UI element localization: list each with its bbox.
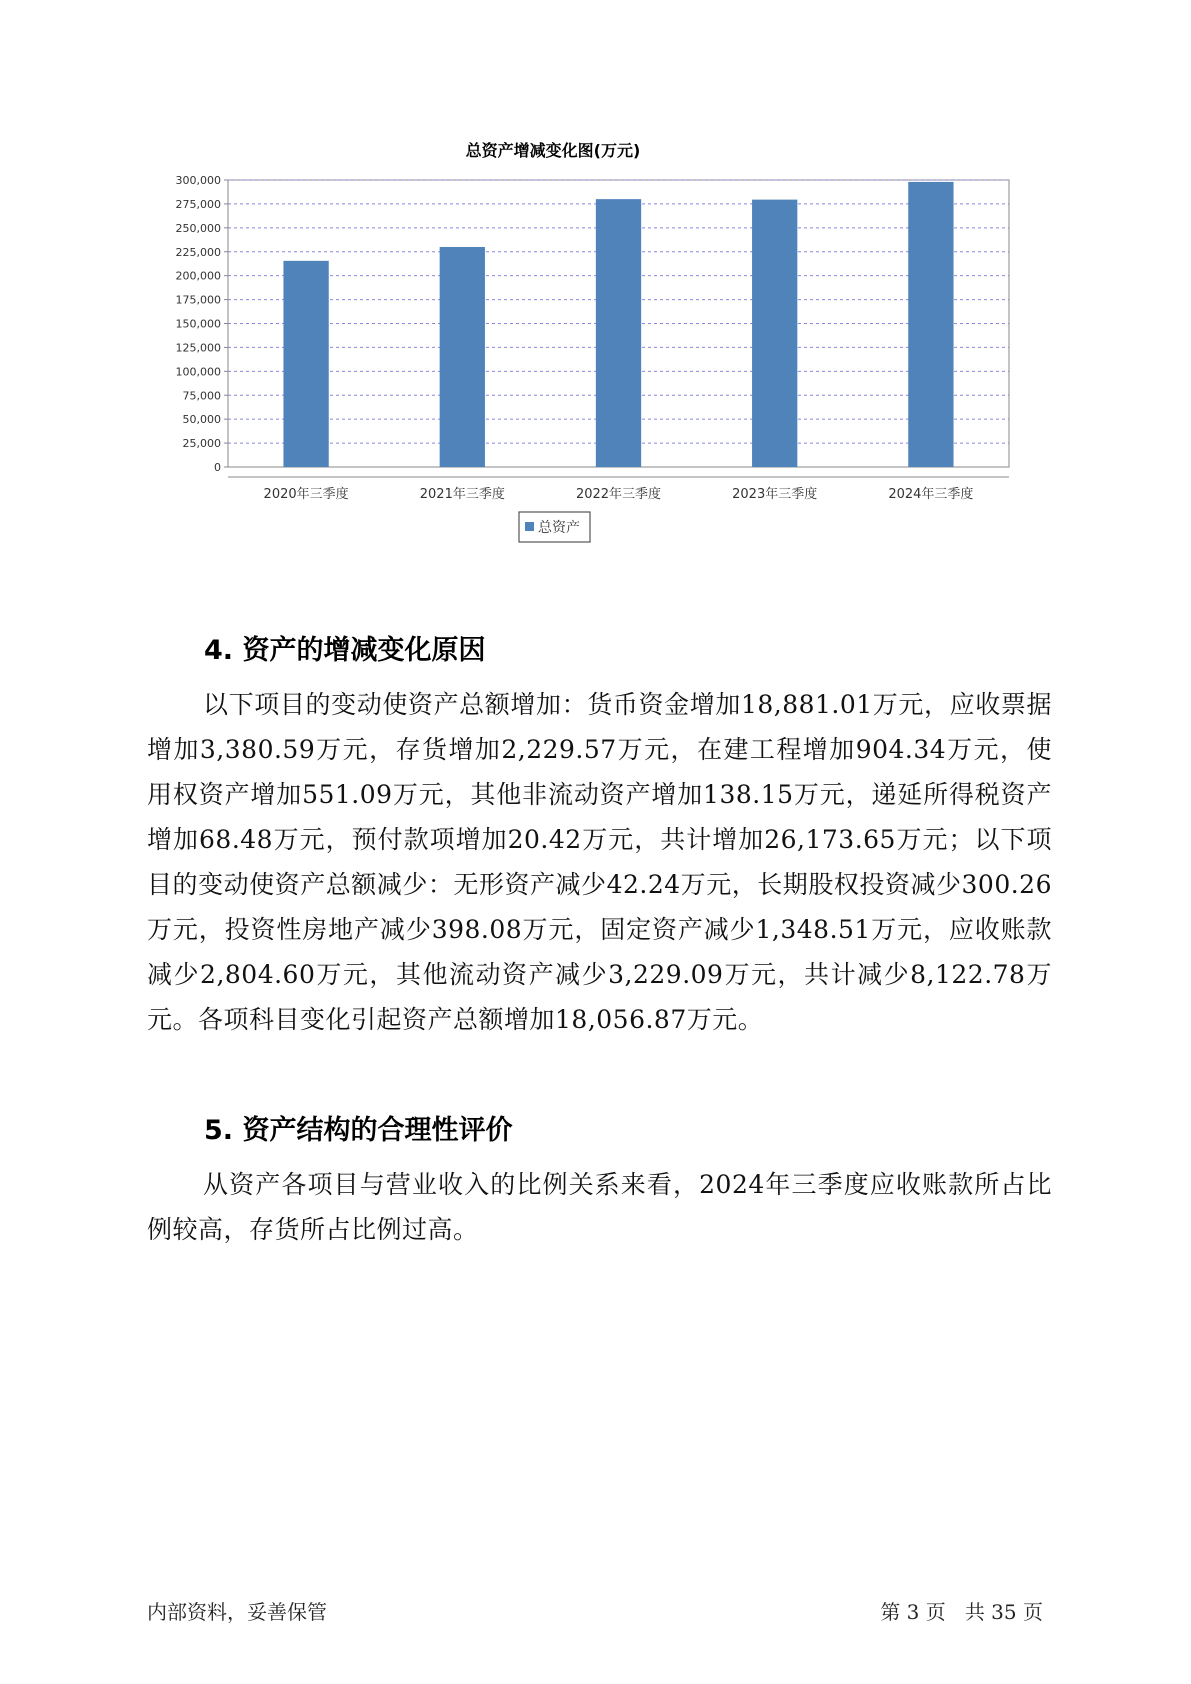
x-tick-label: 2022年三季度 — [575, 487, 662, 502]
y-tick-label: 150,000 — [175, 317, 221, 331]
bar — [596, 199, 641, 467]
y-tick-label: 0 — [214, 461, 221, 474]
total-assets-chart — [160, 140, 1020, 600]
y-tick-label: 275,000 — [175, 197, 221, 211]
section-title-asset-change: 4. 资产的增减变化原因 — [204, 635, 486, 666]
chart-legend — [519, 512, 590, 542]
y-tick-label: 225,000 — [175, 245, 221, 259]
y-tick-label: 50,000 — [182, 413, 221, 427]
x-tick-label: 2023年三季度 — [732, 487, 818, 502]
section-title-asset-structure: 5. 资产结构的合理性评价 — [204, 1115, 513, 1146]
x-tick-label: 2020年三季度 — [263, 487, 349, 502]
y-tick-label: 250,000 — [175, 221, 221, 235]
y-tick-label: 100,000 — [175, 365, 221, 379]
footer-confidential-note: 内部资料，妥善保管 — [147, 1600, 327, 1624]
legend-label: 总资产 — [538, 520, 580, 536]
x-tick-label: 2021年三季度 — [419, 487, 505, 502]
bar — [908, 182, 953, 467]
y-tick-label: 300,000 — [175, 174, 221, 187]
chart-title: 总资产增减变化图(万元) — [465, 141, 641, 160]
paragraph-asset-change: 以下项目的变动使资产总额增加：货币资金增加18,881.01万元，应收票据增加3,380.59万元，存货增加2,229.57万元，在建工程增加904.34万元，使用权资产增加551.09万元，其他非流动资产增加138.15万元，递延所得税资产增加68.48万元，预付款项增加20.42万元，共计增加26,173.65万元；以下项目的变动使资产总额减少：无形资产减少42.24万元，长期股权投资减少300.26万元，投资性房地产减少398.08万元，固定资产减少1,348.51万元，应收账款减少2,804.60万元，其他流动资产减少3,229.09万元，共计减少8,122.78万元。各项科目变化引起资产总额增加18,056.87万元。 — [147, 690, 1052, 1034]
y-tick-label: 25,000 — [182, 437, 221, 451]
x-axis-ticks — [228, 477, 1009, 502]
footer-page-number: 第 3 页 共 35 页 — [880, 1600, 1043, 1624]
legend-swatch — [525, 522, 534, 531]
bar — [440, 247, 485, 467]
y-tick-label: 200,000 — [175, 269, 221, 283]
bar — [752, 200, 797, 467]
paragraph-asset-structure: 从资产各项目与营业收入的比例关系来看，2024年三季度应收账款所占比例较高，存货所占比例过高。 — [147, 1170, 1052, 1244]
y-tick-label: 125,000 — [175, 341, 221, 355]
y-tick-label: 175,000 — [175, 293, 221, 307]
y-tick-label: 75,000 — [182, 389, 221, 403]
y-axis-ticks — [176, 174, 229, 474]
chart-canvas — [160, 140, 1020, 600]
x-tick-label: 2024年三季度 — [888, 487, 974, 502]
bar — [283, 261, 328, 467]
